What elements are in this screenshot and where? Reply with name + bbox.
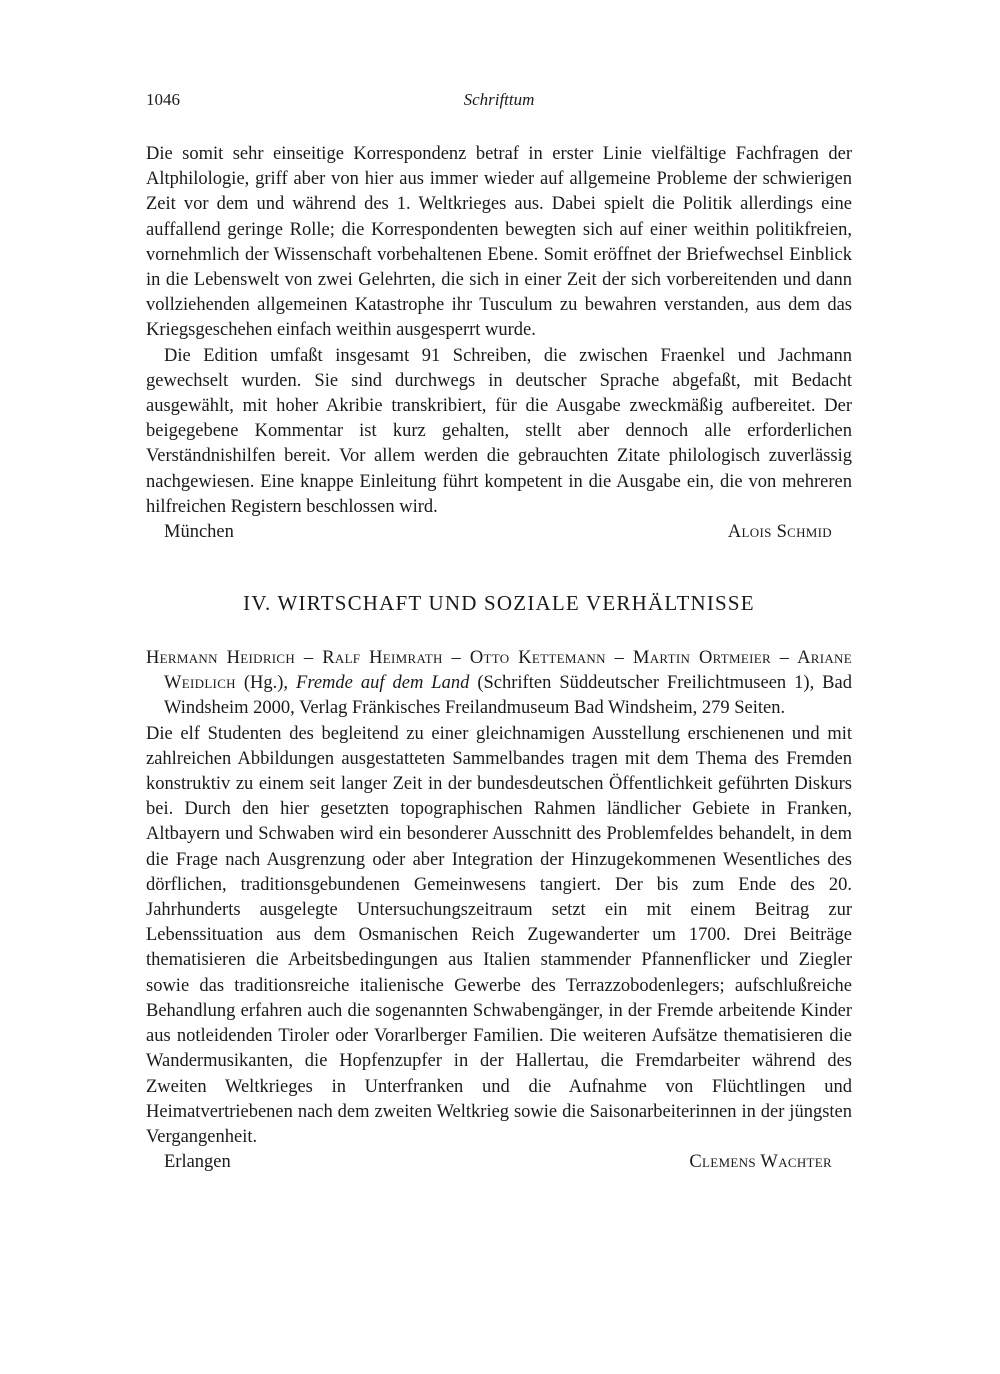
review2-paragraph: Die elf Studenten des begleitend zu einer gleichnamigen Ausstellung erschienenen und mit zahlreichen Abbildungen ausgestatteten Sammelbandes tragen mit dem Thema des Fremden konstruktiv zu einem seit langer Zeit in der bundesdeutschen Öffentlichkeit geführten Diskurs bei. Durch den hier gesetzten topographischen Rahmen ländlicher Gebiete in Franken, Altbayern und Schwaben wird ein besonderer Ausschnitt des Problemfeldes behandelt, in dem die Frage nach Ausgrenzung oder aber Integration der Hinzugekommenen Wesentliches des dörflichen, traditionsgebundenen Gemeinwesens tangiert. Der bis zum Ende des 20. Jahrhunderts ausgelegte Untersuchungszeitraum setzt ein mit einem Beitrag zur Lebenssituation aus dem Osmanischen Reich Zugewanderter um 1700. Drei Beiträge thematisieren die Arbeitsbedingungen aus Italien stammender Pfannenflicker und Ziegler sowie das traditionsreiche italienische Gewerbe des Terrazzobodenlegers; aufschlußreiche Behandlung erfahren auch die sogenannten Schwabengänger, in der Fremde arbeitende Kinder aus notleidenden Tiroler oder Vorarlberger Familien. Die weiteren Aufsätze thematisieren die Wandermusikanten, die Hopfenzupfer in der Hallertau, die Fremdarbeiter während des Zweiten Weltkrieges in Unterfranken und die Aufnahme von Flüchtlingen und Heimatvertriebenen nach dem zweiten Weltkrieg sowie die Saisonarbeiterinnen in der jüngsten Vergangenheit.: [146, 723, 852, 1147]
review1-paragraph-1: Die somit sehr einseitige Korrespondenz betraf in erster Linie vielfältige Fachfragen der Altphilologie, griff aber von hier aus immer wieder auf allgemeine Probleme der schwierigen Zeit vor dem und während des 1. Weltkrieges aus. Dabei spielt die Politik allerdings eine auffallend geringe Rolle; die Korrespondenten bewegten sich auf einer weithin politikfreien, vornehmlich der Wissenschaft vorbehaltenen Ebene. Somit eröffnet der Briefwechsel Einblick in die Lebenswelt von zwei Gelehrten, die sich in einer Zeit der sich vorbereitenden und dann vollziehenden allgemeinen Katastrophe ihr Tusculum zu bewahren verstanden, aus dem das Kriegsgeschehen einfach weithin ausgesperrt wurde.: [146, 144, 852, 341]
running-header: [146, 90, 852, 120]
document-page: [146, 90, 852, 1175]
running-title: Schrifttum: [463, 90, 535, 109]
bib-editor-mark: (Hg.),: [235, 673, 297, 694]
bib-authors: Hermann Heidrich – Ralf Heimrath – Otto Kettemann – Martin Ortmeier – Ariane Weidlich: [146, 648, 852, 694]
review2: [146, 646, 852, 1175]
bibliographic-entry: [146, 646, 852, 722]
review2-signature: [146, 1150, 852, 1175]
review1-place: München: [164, 522, 234, 543]
page-number: 1046: [146, 90, 180, 109]
section-heading: IV. WIRTSCHAFT UND SOZIALE VERHÄLTNISSE: [243, 591, 755, 616]
review1-paragraph-2: Die Edition umfaßt insgesamt 91 Schreiben, die zwischen Fraenkel und Jachmann gewechselt wurden. Sie sind durchwegs in deutscher Sprache abgefaßt, mit Bedacht ausgewählt, mit hoher Akribie transkribiert, für die Ausgabe zweckmäßig aufbereitet. Der beigegebene Kommentar ist kurz gehalten, stellt aber dennoch alle erforderlichen Verständnishilfen bereit. Vor allem werden die gebrauchten Zitate philologisch zuverlässig nachgewiesen. Eine knappe Einleitung führt kompetent in die Ausgabe ein, die von mehreren hilfreichen Registern beschlossen wird.: [146, 345, 852, 517]
review-continuation: [146, 142, 852, 545]
bib-details: (Schriften Süddeutscher Freilichtmuseen 1), Bad Windsheim 2000, Verlag Fränkisches Freilandmuseum Bad Windsheim, 279 Seiten.: [164, 673, 852, 719]
review2-place: Erlangen: [164, 1152, 231, 1173]
review1-signature: [146, 520, 852, 545]
review2-author: Clemens Wachter: [689, 1152, 832, 1173]
review1-author: Alois Schmid: [727, 522, 832, 543]
bib-title: Fremde auf dem Land: [296, 673, 470, 694]
